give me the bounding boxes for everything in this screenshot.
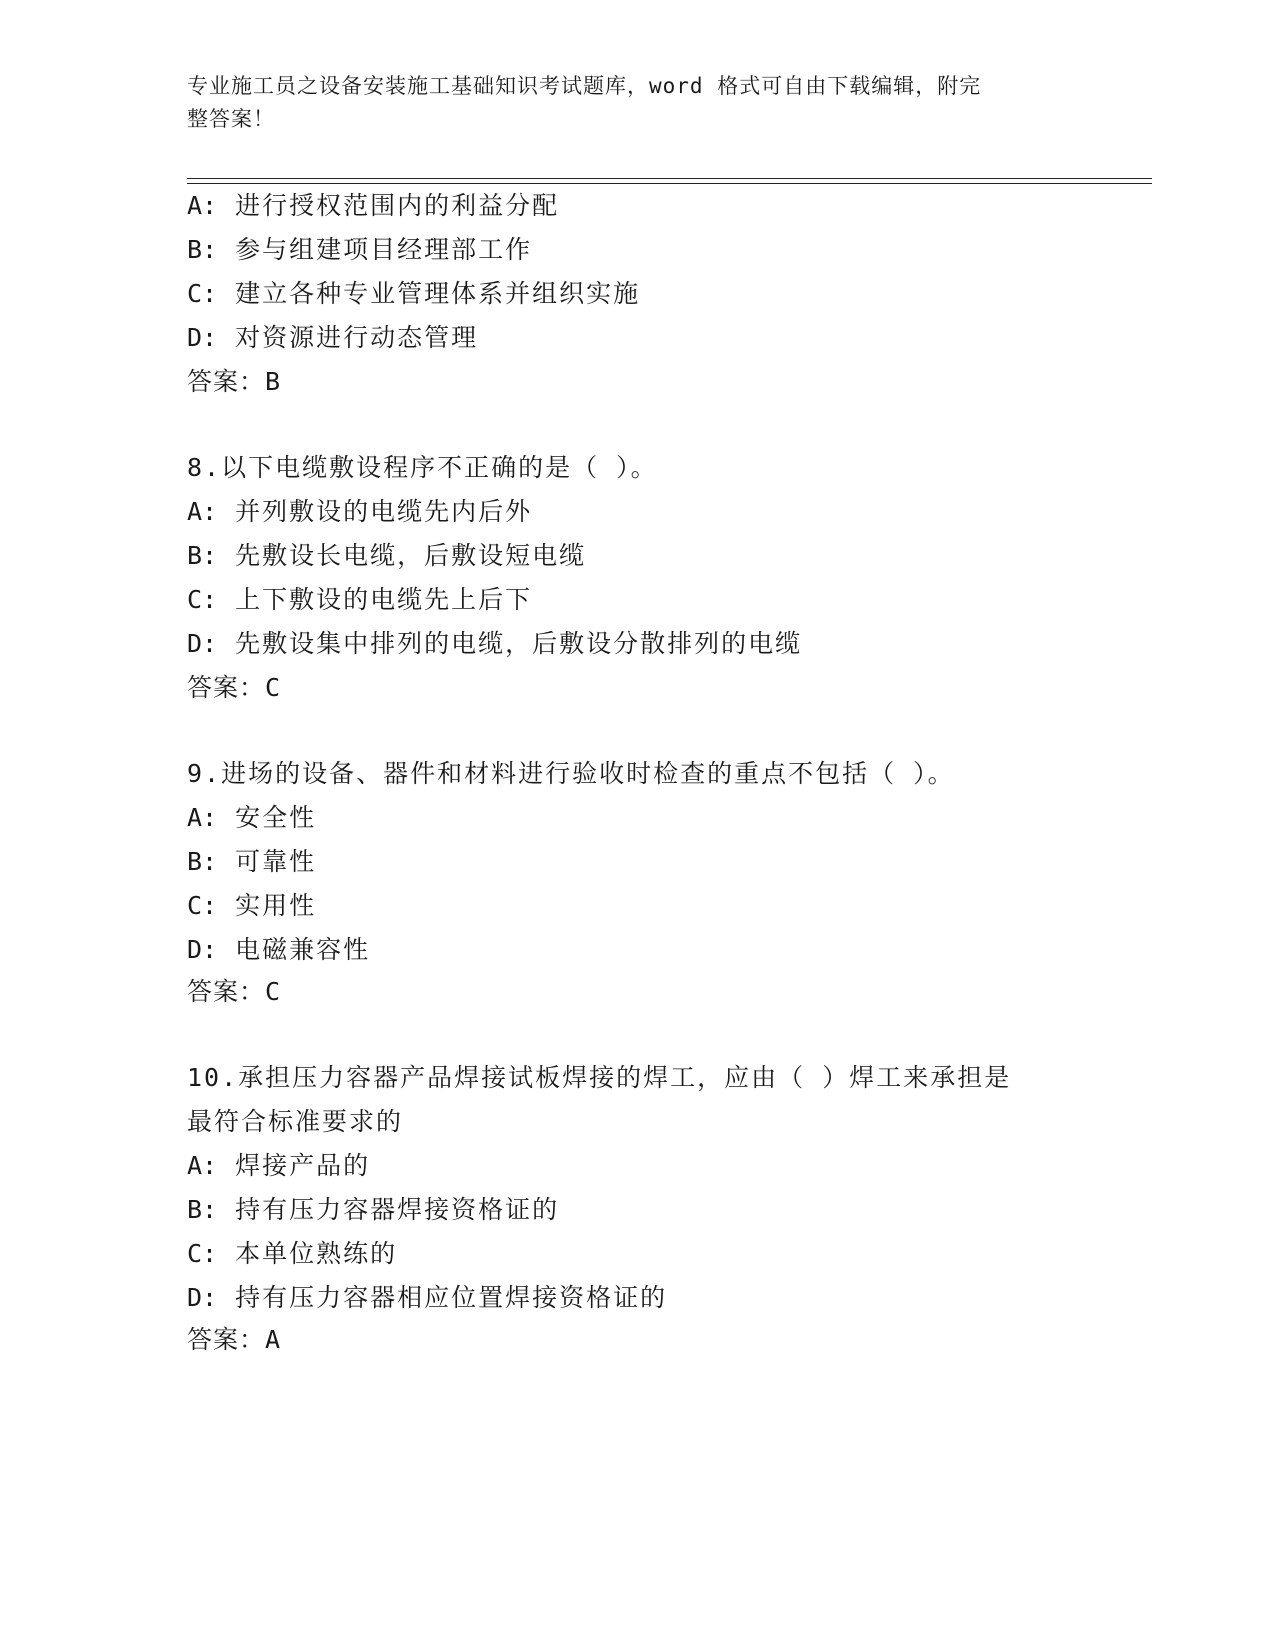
q9-option-a: A: 安全性 xyxy=(187,803,317,832)
q7-answer: 答案：B xyxy=(187,367,282,396)
q10-option-a: A: 焊接产品的 xyxy=(187,1151,371,1180)
q9-question: 9.进场的设备、器件和材料进行验收时检查的重点不包括（ ）。 xyxy=(187,759,955,788)
q10-option-b: B: 持有压力容器焊接资格证的 xyxy=(187,1195,560,1224)
q9-option-b: B: 可靠性 xyxy=(187,847,317,876)
header-divider-bottom xyxy=(187,183,1152,184)
q8-question: 8.以下电缆敷设程序不正确的是（ ）。 xyxy=(187,453,658,482)
q10-question-line-1: 10.承担压力容器产品焊接试板焊接的焊工，应由（ ）焊工来承担是 xyxy=(187,1063,1012,1092)
q10-option-c: C: 本单位熟练的 xyxy=(187,1239,398,1268)
q8-option-d: D: 先敷设集中排列的电缆，后敷设分散排列的电缆 xyxy=(187,629,803,658)
header-line-2: 整答案！ xyxy=(187,107,275,131)
q10-option-d: D: 持有压力容器相应位置焊接资格证的 xyxy=(187,1283,668,1312)
q9-option-c: C: 实用性 xyxy=(187,891,317,920)
q8-option-a: A: 并列敷设的电缆先内后外 xyxy=(187,497,533,526)
header-line-1: 专业施工员之设备安装施工基础知识考试题库，word 格式可自由下载编辑，附完 xyxy=(187,74,982,98)
q7-option-a: A: 进行授权范围内的利益分配 xyxy=(187,191,560,220)
q7-option-d: D: 对资源进行动态管理 xyxy=(187,323,479,352)
q7-option-b: B: 参与组建项目经理部工作 xyxy=(187,235,533,264)
q8-answer: 答案：C xyxy=(187,673,282,702)
q8-option-b: B: 先敷设长电缆，后敷设短电缆 xyxy=(187,541,587,570)
q10-answer: 答案：A xyxy=(187,1325,282,1354)
document-header xyxy=(187,70,1067,136)
q8-option-c: C: 上下敷设的电缆先上后下 xyxy=(187,585,533,614)
q7-option-c: C: 建立各种专业管理体系并组织实施 xyxy=(187,279,641,308)
header-divider-top xyxy=(187,178,1152,179)
q9-answer: 答案：C xyxy=(187,977,282,1006)
q9-option-d: D: 电磁兼容性 xyxy=(187,935,371,964)
q10-question-line-2: 最符合标准要求的 xyxy=(187,1107,404,1136)
